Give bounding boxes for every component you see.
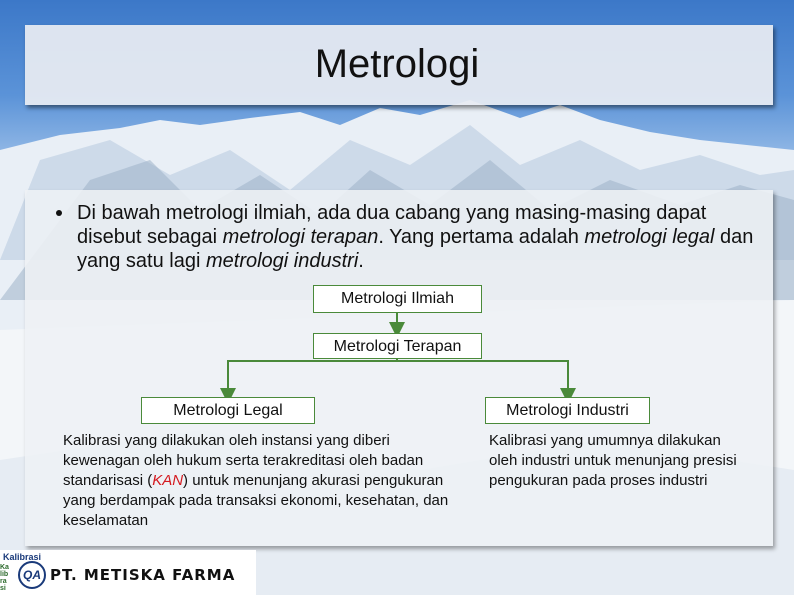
slide-title: Metrologi (314, 42, 480, 86)
bullet-emphasis-terapan: metrologi terapan (222, 226, 379, 248)
legal-desc-part: ) untuk menunjang akurasi pengukuran yang berdampak pada transaksi ekonomi, kesehatan, dan keselamatan (63, 472, 449, 529)
bullet-text-part: dan yang satu lagi (77, 226, 754, 272)
node-metrologi-ilmiah: Metrologi Ilmiah (313, 285, 482, 313)
qa-badge-icon: QA (18, 561, 46, 589)
node-metrologi-industri: Metrologi Industri (485, 397, 650, 424)
bullet-text-part: Di bawah metrologi ilmiah, ada dua cabang yang masing-masing dapat disebut sebagai (77, 202, 707, 248)
bullet-text-part: . (358, 250, 364, 272)
bullet-text-part: . Yang pertama adalah (378, 226, 585, 248)
node-metrologi-terapan: Metrologi Terapan (313, 333, 482, 359)
logo-kalibrasi-label: Kalibrasi (3, 552, 42, 562)
bullet-emphasis-industri: metrologi industri (205, 250, 359, 272)
logo-company-name: PT. METISKA FARMA (50, 566, 236, 584)
industri-description: Kalibrasi yang umumnya dilakukan oleh industri untuk menunjang presisi pengukuran pada proses industri (489, 432, 737, 489)
bullet-emphasis-legal: metrologi legal (584, 226, 715, 248)
node-metrologi-legal: Metrologi Legal (141, 397, 315, 424)
company-logo (0, 550, 256, 595)
logo-vertical-label: Kalibrasi (0, 564, 9, 592)
connector-branch (228, 361, 568, 396)
legal-description (63, 431, 468, 531)
kan-highlight: KAN (152, 472, 184, 489)
legal-desc-part: Kalibrasi yang dilakukan oleh instansi yang diberi kewenagan oleh hukum serta terakreditasi oleh badan standarisasi ( (63, 432, 424, 489)
